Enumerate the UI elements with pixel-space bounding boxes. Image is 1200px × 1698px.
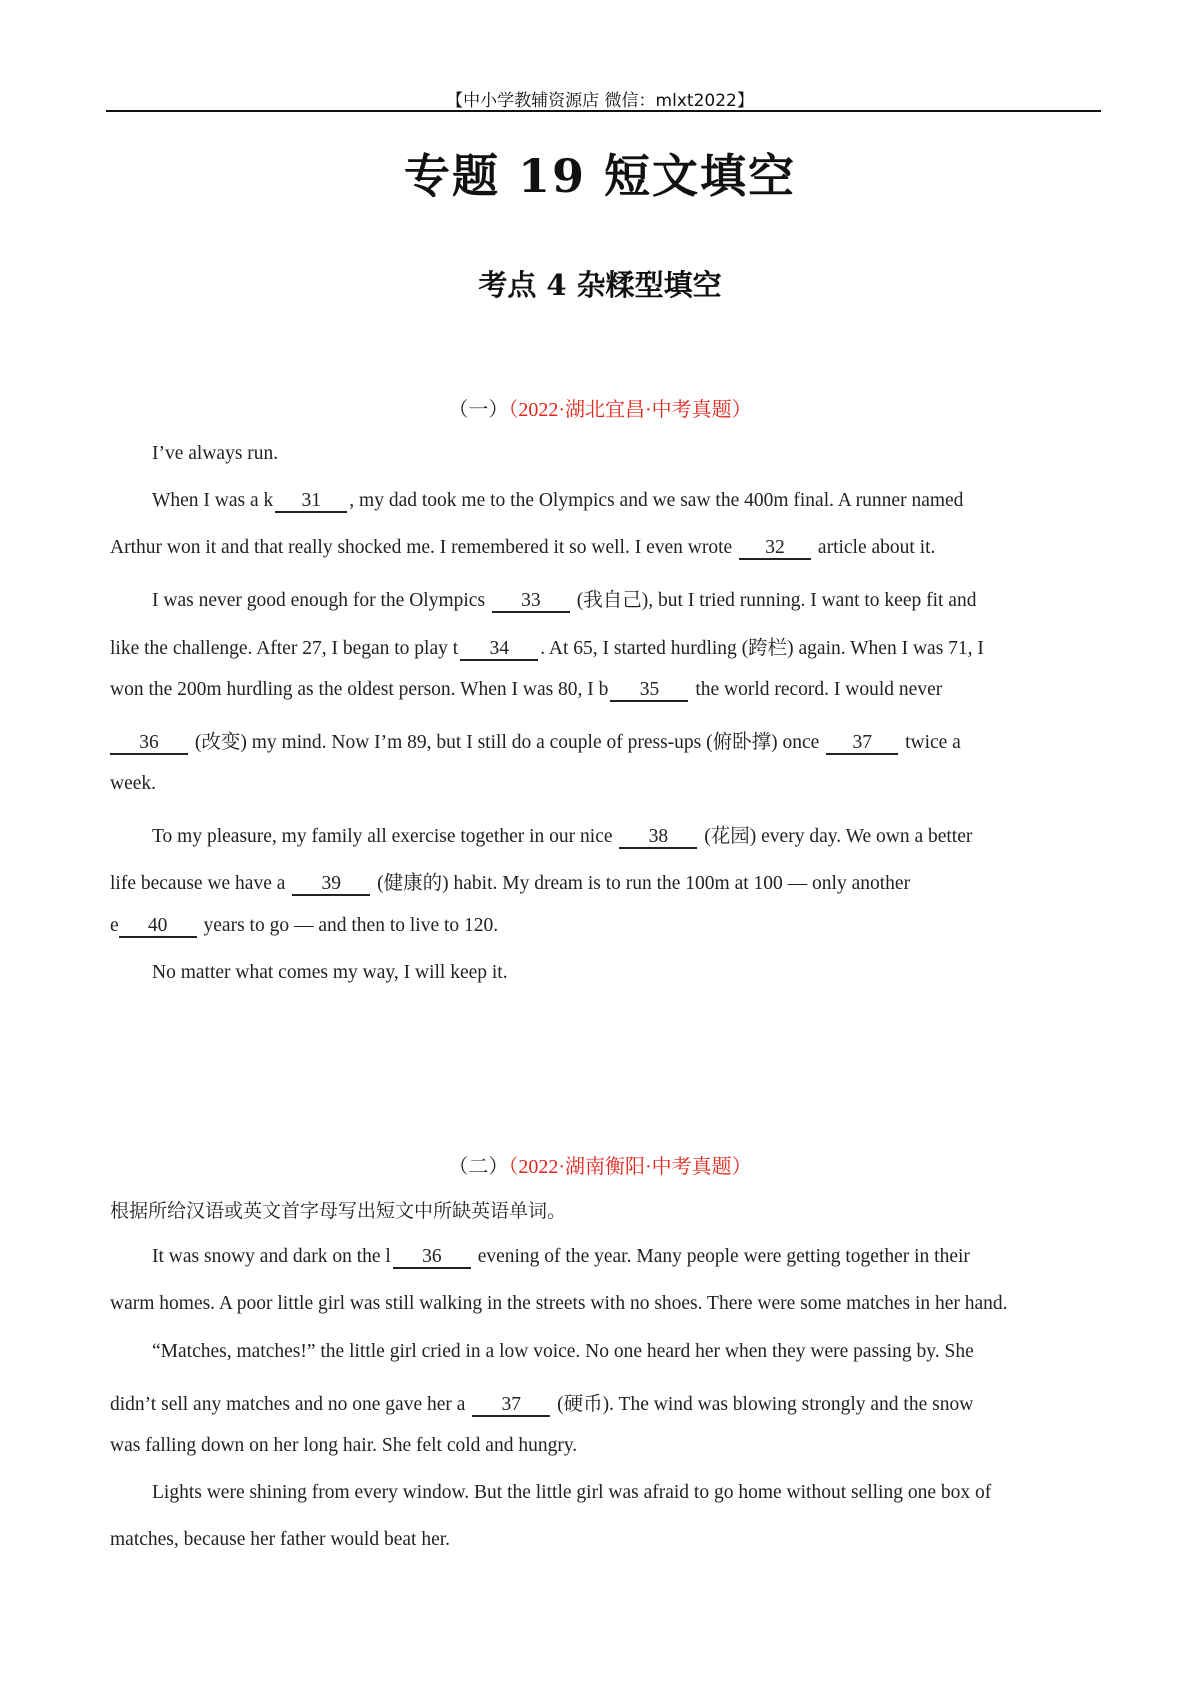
text: , my dad took me to the Olympics and we saw the 400m final. A runner named xyxy=(349,490,964,511)
passage-1-line xyxy=(152,490,963,513)
passage-1-line xyxy=(110,867,910,896)
text: (花园) every day. We own a better xyxy=(699,826,973,847)
text: It was snowy and dark on the l xyxy=(152,1246,391,1267)
passage-1-line xyxy=(152,820,972,849)
text: won the 200m hurdling as the oldest person. When I was 80, I b xyxy=(110,679,609,700)
answer-blank-35[interactable]: 35 xyxy=(610,680,688,702)
page-subtitle: 考点 4 杂糅型填空 xyxy=(478,268,722,302)
section-1-source: （2022·湖北宜昌·中考真题） xyxy=(508,399,752,421)
text: didn’t sell any matches and no one gave her a xyxy=(110,1394,471,1415)
answer-blank-39[interactable]: 39 xyxy=(292,874,370,896)
answer-blank-31[interactable]: 31 xyxy=(275,491,347,513)
answer-blank-37[interactable]: 37 xyxy=(472,1395,550,1417)
passage-1-line xyxy=(110,726,961,755)
text: Arthur won it and that really shocked me. I remembered it so well. I even wrote xyxy=(110,537,738,558)
passage-2-line xyxy=(152,1246,970,1269)
text: like the challenge. After 27, I began to play t xyxy=(110,638,459,659)
text: To my pleasure, my family all exercise together in our nice xyxy=(152,826,618,847)
answer-blank-37[interactable]: 37 xyxy=(826,733,898,755)
text: was falling down on her long hair. She felt cold and hungry. xyxy=(110,1435,578,1456)
text: I’ve always run. xyxy=(152,443,279,464)
passage-2-line xyxy=(110,1529,450,1551)
text: Lights were shining from every window. But the little girl was afraid to go home without selling one box of xyxy=(152,1482,992,1503)
text: “Matches, matches!” the little girl cried in a low voice. No one heard her when they were passing by. She xyxy=(152,1341,974,1362)
text: (硬币). The wind was blowing strongly and the snow xyxy=(552,1394,974,1415)
section-2-number: （二） xyxy=(448,1154,509,1178)
text: life because we have a xyxy=(110,873,291,894)
passage-1-line xyxy=(110,537,935,560)
passage-2-line xyxy=(152,1482,991,1504)
passage-1-line xyxy=(110,679,942,702)
answer-blank-40[interactable]: 40 xyxy=(119,916,197,938)
text: I was never good enough for the Olympics xyxy=(152,590,490,611)
answer-blank-34[interactable]: 34 xyxy=(460,639,538,661)
answer-blank-32[interactable]: 32 xyxy=(739,538,811,560)
page-title: 专题 19 短文填空 xyxy=(403,149,797,203)
header-rule xyxy=(106,110,1101,112)
answer-blank-36[interactable]: 36 xyxy=(393,1247,471,1269)
text: week. xyxy=(110,773,157,794)
passage-2-line xyxy=(110,1388,973,1417)
text: . At 65, I started hurdling (跨栏) again. When I was 71, I xyxy=(540,638,984,659)
passage-1-line xyxy=(152,443,278,465)
text: When I was a k xyxy=(152,490,274,511)
passage-2-line xyxy=(152,1341,974,1363)
passage-1-line xyxy=(110,773,156,795)
passage-2-line xyxy=(110,1435,577,1457)
passage-2-line xyxy=(110,1293,1008,1315)
answer-blank-36[interactable]: 36 xyxy=(110,733,188,755)
page-header: 【中小学教辅资源店 微信：mlxt2022】 xyxy=(446,91,754,111)
text: (改变) my mind. Now I’m 89, but I still do a couple of press-ups (俯卧撑) once xyxy=(190,732,825,753)
passage-1-line xyxy=(110,915,498,938)
text: years to go — and then to live to 120. xyxy=(198,915,499,936)
text: (我自己), but I tried running. I want to keep fit and xyxy=(571,590,977,611)
text: (健康的) habit. My dream is to run the 100m at 100 — only another xyxy=(372,873,911,894)
text: No matter what comes my way, I will keep it. xyxy=(152,962,508,983)
section-1-heading xyxy=(0,393,1200,422)
section-2-instruction: 根据所给汉语或英文首字母写出短文中所缺英语单词。 xyxy=(110,1200,567,1222)
text: warm homes. A poor little girl was still walking in the streets with no shoes. There were some matches in her hand. xyxy=(110,1293,1008,1314)
section-2-heading xyxy=(0,1150,1200,1179)
text: twice a xyxy=(900,732,961,753)
text: the world record. I would never xyxy=(690,679,943,700)
text: article about it. xyxy=(813,537,936,558)
passage-1-line xyxy=(152,584,976,613)
answer-blank-38[interactable]: 38 xyxy=(619,827,697,849)
passage-1-line xyxy=(152,962,508,984)
section-2-source: （2022·湖南衡阳·中考真题） xyxy=(508,1156,752,1178)
section-1-number: （一） xyxy=(448,397,509,421)
passage-1-line xyxy=(110,632,984,661)
text: evening of the year. Many people were getting together in their xyxy=(472,1246,970,1267)
answer-blank-33[interactable]: 33 xyxy=(492,591,570,613)
text: matches, because her father would beat her. xyxy=(110,1529,451,1550)
text: e xyxy=(110,915,119,936)
